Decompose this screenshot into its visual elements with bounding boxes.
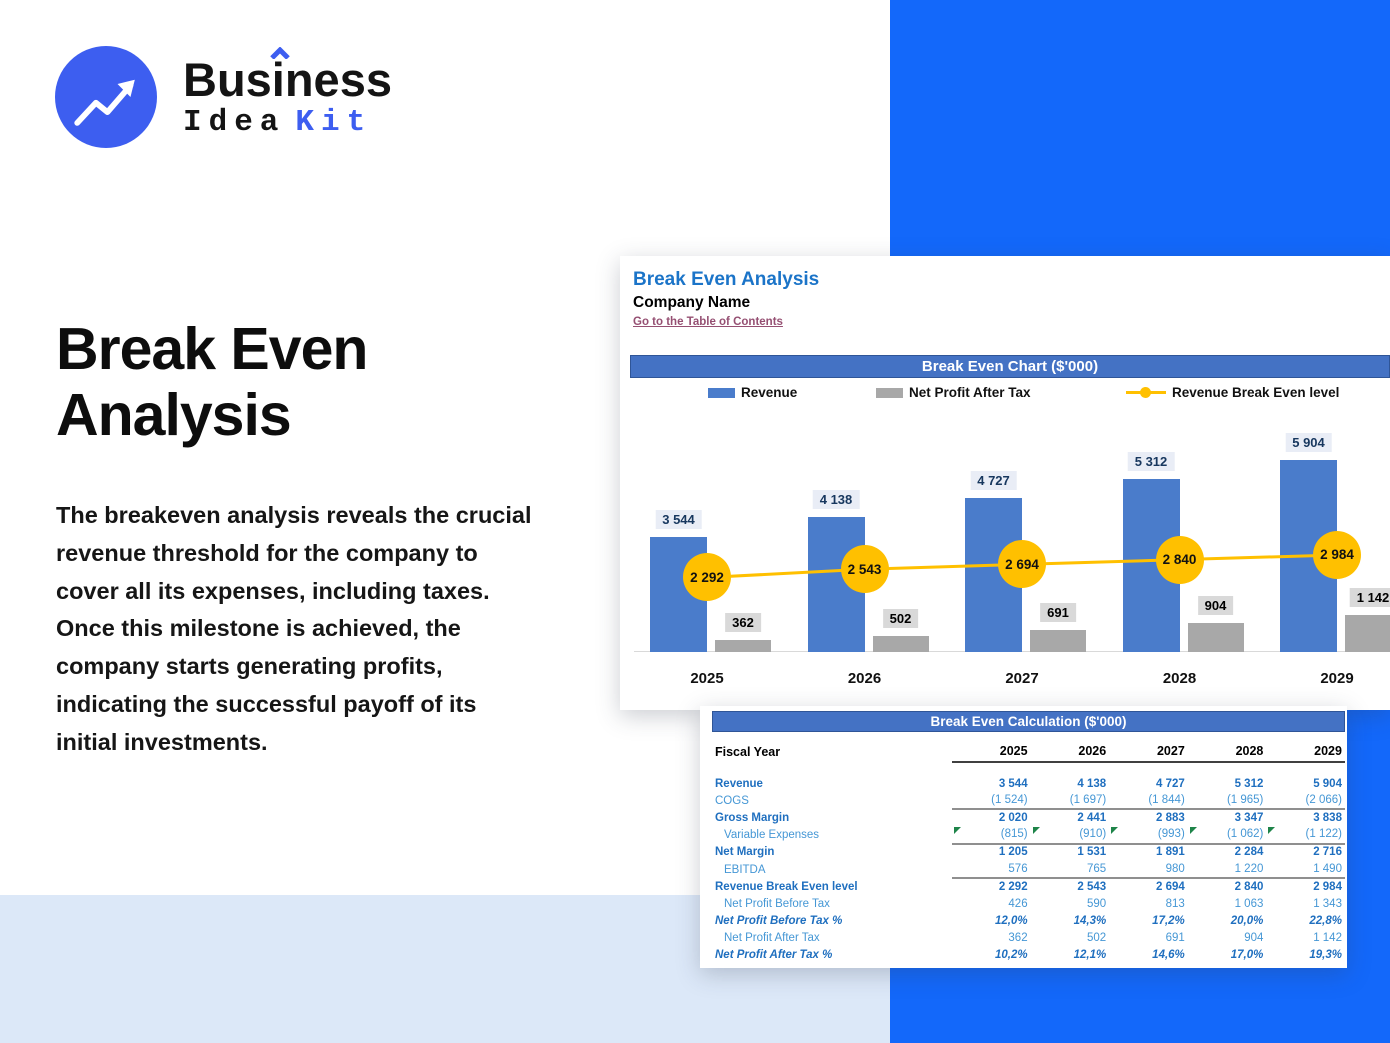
cell-value: 1 343 (1313, 897, 1342, 910)
revenue-value-label: 3 544 (655, 510, 702, 529)
cell-value: 2 292 (998, 880, 1028, 893)
x-axis-category-label: 2025 (690, 670, 724, 687)
legend-item-1 (708, 385, 797, 400)
break-even-line (620, 406, 1390, 652)
table-row (700, 913, 1345, 930)
fiscal-year-label: Fiscal Year (715, 745, 781, 759)
cell-value: (1 524) (952, 791, 1031, 810)
net-profit-value-label: 362 (725, 613, 761, 632)
cell-value: (1 844) (1109, 791, 1188, 810)
cell-value: 2 694 (1156, 880, 1185, 893)
cell-value: 14,3% (1073, 915, 1107, 928)
cell-value: 10,2% (994, 949, 1028, 962)
row-label: Revenue Break Even level (715, 880, 858, 893)
cell-value: (815) (952, 826, 1031, 845)
table-row (700, 878, 1345, 895)
cell-value: (1 122) (1266, 826, 1345, 845)
cell-value: 813 (1165, 897, 1185, 910)
cell-value: 12,1% (1073, 949, 1107, 962)
cell-value: 3 544 (998, 777, 1028, 790)
cell-value: (993) (1109, 826, 1188, 845)
x-axis-category-label: 2029 (1320, 670, 1354, 687)
cell-value: 1 220 (1188, 860, 1267, 879)
break-even-marker: 2 984 (1313, 531, 1361, 579)
chart-legend (620, 385, 1390, 405)
row-label: Net Profit Before Tax (724, 897, 830, 910)
row-label: EBITDA (724, 863, 766, 876)
logo-wordmark (183, 53, 392, 140)
break-even-table (700, 742, 1345, 964)
table-row (700, 895, 1345, 912)
cell-value: 3 347 (1234, 811, 1264, 824)
cell-value: (1 062) (1188, 826, 1267, 845)
table-of-contents-link[interactable]: Go to the Table of Contents (633, 316, 783, 328)
cell-value: 14,6% (1152, 949, 1185, 962)
year-column-header: 2026 (1031, 741, 1110, 763)
table-row (700, 930, 1345, 947)
cell-value: 691 (1165, 932, 1185, 945)
cell-value: (1 697) (1031, 791, 1110, 810)
chart-header-bar: Break Even Chart ($'000) (630, 355, 1390, 378)
x-axis-category-label: 2027 (1005, 670, 1039, 687)
cell-value: 12,0% (994, 915, 1028, 928)
year-column-header: 2027 (1109, 741, 1188, 763)
cell-value: 904 (1244, 932, 1264, 945)
legend-item-2 (876, 385, 1031, 400)
cell-value: 590 (1087, 897, 1107, 910)
cell-value: 362 (1008, 932, 1028, 945)
cell-value: (2 066) (1266, 791, 1345, 810)
cell-value: 502 (1087, 932, 1107, 945)
cell-value: 2 984 (1313, 880, 1342, 893)
legend-label: Revenue (741, 385, 798, 400)
legend-label: Net Profit After Tax (909, 385, 1031, 400)
cell-value: 980 (1109, 860, 1188, 879)
legend-label: Revenue Break Even level (1172, 385, 1340, 400)
sheet-company-name: Company Name (633, 294, 751, 311)
cell-value: 3 838 (1313, 811, 1342, 824)
table-row (700, 809, 1345, 826)
cell-value: 5 312 (1234, 777, 1264, 790)
net-profit-value-label: 502 (883, 609, 919, 628)
logo-circumflex-icon (269, 47, 291, 59)
logo-circle (55, 46, 157, 148)
cell-value: 17,0% (1230, 949, 1264, 962)
cell-value: 5 904 (1313, 777, 1342, 790)
cell-value: 4 138 (1077, 777, 1107, 790)
row-label: Net Profit After Tax % (715, 949, 833, 962)
cell-value: 765 (1031, 860, 1110, 879)
revenue-value-label: 4 727 (970, 471, 1017, 490)
swatch-icon (708, 388, 735, 398)
spreadsheet-table-panel (700, 706, 1347, 968)
year-column-header: 2028 (1188, 741, 1267, 763)
cell-value: 4 727 (1156, 777, 1185, 790)
row-label: Net Margin (715, 846, 775, 859)
revenue-value-label: 5 904 (1285, 433, 1332, 452)
year-column-header: 2029 (1266, 741, 1345, 763)
row-label: Net Profit Before Tax % (715, 915, 843, 928)
table-row (700, 844, 1345, 861)
cell-value: 1 490 (1266, 860, 1345, 879)
net-profit-value-label: 1 142 (1350, 588, 1390, 607)
break-even-marker: 2 543 (841, 545, 889, 593)
line-marker-icon (1126, 391, 1166, 394)
page-description: The breakeven analysis reveals the crucial revenue threshold for the company to cover all its expenses, including taxes. Once this milestone is achieved, the company starts generating profits, indicating the successful payoff of its initial investments. (56, 502, 532, 755)
cell-value: 2 020 (998, 811, 1028, 824)
cell-value: 2 840 (1234, 880, 1264, 893)
cell-value: 1 531 (1077, 846, 1107, 859)
cell-value: (910) (1031, 826, 1110, 845)
sheet-title: Break Even Analysis (633, 269, 820, 290)
year-column-header: 2025 (952, 741, 1031, 763)
table-row (700, 792, 1345, 809)
cell-value: 2 716 (1313, 846, 1342, 859)
row-label: Revenue (715, 777, 763, 790)
spreadsheet-chart-panel (620, 256, 1390, 710)
cell-value: 1 142 (1313, 932, 1342, 945)
logo-kit-text: Kit (295, 105, 373, 140)
cell-value: 20,0% (1230, 915, 1264, 928)
table-header-bar: Break Even Calculation ($'000) (712, 711, 1345, 732)
revenue-value-label: 5 312 (1128, 452, 1175, 471)
table-row (700, 947, 1345, 964)
page-title: Break Even Analysis (56, 316, 368, 449)
trend-arrow-icon (70, 61, 142, 133)
revenue-value-label: 4 138 (813, 490, 860, 509)
break-even-marker: 2 292 (683, 553, 731, 601)
cell-value: 22,8% (1309, 915, 1342, 928)
break-even-marker: 2 694 (998, 540, 1046, 588)
cell-value: 17,2% (1152, 915, 1185, 928)
cell-value: 1 891 (1156, 846, 1185, 859)
table-header-row (700, 742, 1345, 762)
x-axis-category-label: 2028 (1162, 670, 1197, 687)
cell-value: 19,3% (1309, 949, 1342, 962)
cell-value: 426 (1008, 897, 1028, 910)
cell-value: 1 063 (1234, 897, 1264, 910)
table-row (700, 861, 1345, 878)
logo-line2 (183, 107, 392, 138)
logo-line1 (183, 53, 392, 106)
cell-value: (1 965) (1188, 791, 1267, 810)
cell-value: 2 883 (1156, 811, 1185, 824)
logo-business-text: Business (183, 53, 392, 106)
x-axis-category-label: 2026 (847, 670, 882, 687)
logo (55, 46, 392, 148)
row-label: Gross Margin (715, 811, 790, 824)
cell-value: 2 284 (1234, 846, 1264, 859)
table-row (700, 827, 1345, 844)
net-profit-value-label: 691 (1040, 603, 1076, 622)
break-even-marker: 2 840 (1156, 536, 1204, 584)
cell-value: 576 (952, 860, 1031, 879)
row-label: Variable Expenses (724, 829, 820, 842)
chart-plot-area (620, 406, 1390, 687)
row-label: Net Profit After Tax (724, 932, 820, 945)
swatch-icon (876, 388, 903, 398)
table-row (700, 775, 1345, 792)
row-label: COGS (715, 794, 749, 807)
cell-value: 2 441 (1077, 811, 1107, 824)
net-profit-value-label: 904 (1198, 596, 1234, 615)
cell-value: 2 543 (1077, 880, 1107, 893)
logo-idea-text: Idea (183, 105, 286, 140)
cell-value: 1 205 (998, 846, 1028, 859)
legend-item-3 (1126, 385, 1339, 400)
